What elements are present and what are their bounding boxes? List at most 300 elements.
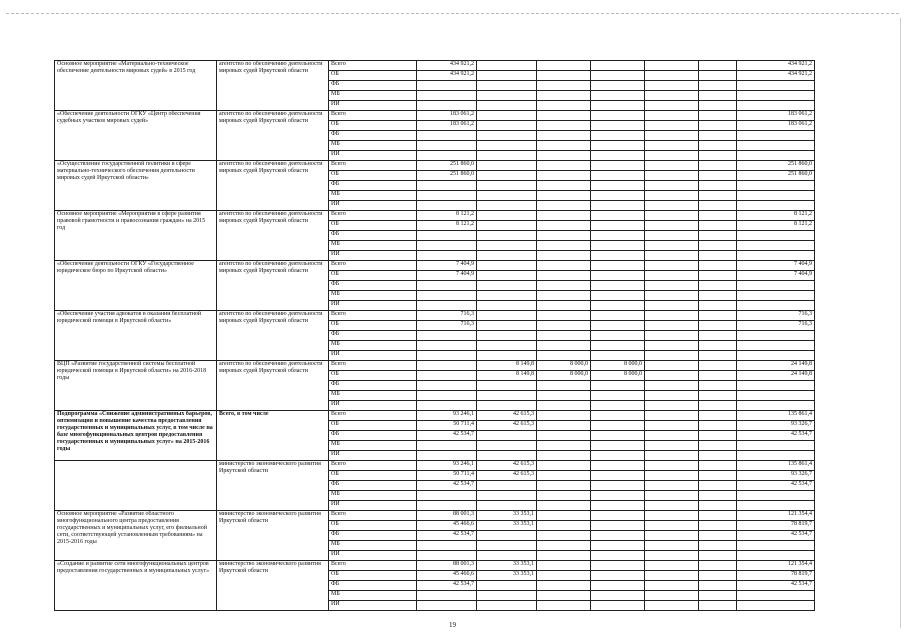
total-value-cell: 251 860,0	[737, 171, 815, 181]
total-value-cell	[737, 191, 815, 201]
amount-cell: 183 061,2	[417, 111, 477, 121]
amount-cell	[591, 391, 645, 401]
funding-source-cell: ФБ	[329, 531, 417, 541]
amount-cell	[537, 321, 591, 331]
amount-cell	[645, 221, 699, 231]
amount-cell	[591, 161, 645, 171]
amount-cell	[537, 261, 591, 271]
amount-cell: 716,3	[417, 311, 477, 321]
amount-cell	[645, 551, 699, 561]
amount-cell	[591, 421, 645, 431]
total-value-cell: 42 534,7	[737, 581, 815, 591]
amount-cell	[537, 451, 591, 461]
amount-cell	[699, 191, 737, 201]
amount-cell	[591, 261, 645, 271]
amount-cell	[645, 261, 699, 271]
total-value-cell	[737, 151, 815, 161]
executor-cell: министерство экономического развития Иркутской области	[217, 511, 329, 561]
amount-cell	[591, 111, 645, 121]
funding-source-cell: ОБ	[329, 221, 417, 231]
amount-cell	[417, 101, 477, 111]
total-value-cell: 716,3	[737, 321, 815, 331]
amount-cell	[645, 591, 699, 601]
amount-cell	[537, 521, 591, 531]
amount-cell: 45 466,6	[417, 521, 477, 531]
amount-cell	[477, 221, 537, 231]
amount-cell	[699, 411, 737, 421]
amount-cell	[645, 91, 699, 101]
activity-name-cell: «Обеспечение деятельности ОГКУ «Государственное юридическое бюро по Иркутской области»	[55, 261, 217, 311]
amount-cell	[477, 381, 537, 391]
amount-cell	[699, 361, 737, 371]
total-value-cell: 42 534,7	[737, 431, 815, 441]
amount-cell	[537, 421, 591, 431]
amount-cell: 42 615,3	[477, 421, 537, 431]
amount-cell	[591, 431, 645, 441]
total-value-cell: 135 861,4	[737, 461, 815, 471]
amount-cell	[477, 61, 537, 71]
amount-cell	[699, 351, 737, 361]
executor-cell: Всего, в том числе	[217, 411, 329, 461]
funding-source-cell: ФБ	[329, 281, 417, 291]
amount-cell	[537, 431, 591, 441]
amount-cell	[645, 401, 699, 411]
amount-cell	[537, 381, 591, 391]
activity-name-cell: «Обеспечение участия адвокатов в оказании бесплатной юридической помощи в Иркутской области»	[55, 311, 217, 361]
amount-cell	[699, 251, 737, 261]
amount-cell	[537, 281, 591, 291]
amount-cell	[699, 71, 737, 81]
amount-cell	[417, 371, 477, 381]
funding-source-cell: ОБ	[329, 421, 417, 431]
amount-cell	[699, 101, 737, 111]
activity-name-cell: ВЦП «Развитие государственной системы бесплатной юридической помощи в Иркутской области» на 2016-2018 годы	[55, 361, 217, 411]
amount-cell	[537, 141, 591, 151]
amount-cell	[477, 281, 537, 291]
funding-source-cell: ИИ	[329, 451, 417, 461]
amount-cell	[591, 551, 645, 561]
scan-artifact-top-line	[6, 13, 899, 14]
amount-cell	[477, 491, 537, 501]
total-value-cell	[737, 501, 815, 511]
amount-cell	[699, 201, 737, 211]
total-value-cell	[737, 91, 815, 101]
amount-cell	[591, 411, 645, 421]
amount-cell: 42 615,3	[477, 411, 537, 421]
amount-cell	[537, 121, 591, 131]
total-value-cell: 93 326,7	[737, 471, 815, 481]
amount-cell	[699, 341, 737, 351]
activity-name-cell: «Создание и развитие сети многофункциональных центров предоставления государственных и муниципальных услуг»	[55, 561, 217, 611]
executor-cell: агентство по обеспечению деятельности мировых судей Иркутской области	[217, 61, 329, 111]
amount-cell	[591, 491, 645, 501]
amount-cell	[477, 91, 537, 101]
amount-cell	[537, 411, 591, 421]
amount-cell	[699, 481, 737, 491]
total-value-cell: 24 149,8	[737, 371, 815, 381]
amount-cell	[591, 471, 645, 481]
amount-cell	[537, 511, 591, 521]
funding-source-cell: МБ	[329, 291, 417, 301]
amount-cell	[477, 211, 537, 221]
amount-cell	[477, 231, 537, 241]
total-value-cell: 434 921,2	[737, 71, 815, 81]
amount-cell	[645, 351, 699, 361]
funding-source-cell: ОБ	[329, 271, 417, 281]
amount-cell	[477, 171, 537, 181]
amount-cell: 716,3	[417, 321, 477, 331]
total-value-cell: 42 534,7	[737, 481, 815, 491]
table-row	[55, 211, 815, 221]
activity-name-cell: «Обеспечение деятельности ОГКУ «Центр обеспечения судебных участков мировых судей»	[55, 111, 217, 161]
funding-source-cell: ФБ	[329, 181, 417, 191]
amount-cell	[645, 451, 699, 461]
amount-cell	[477, 531, 537, 541]
amount-cell	[591, 531, 645, 541]
amount-cell	[417, 151, 477, 161]
total-value-cell: 7 404,9	[737, 261, 815, 271]
amount-cell	[591, 591, 645, 601]
funding-source-cell: ИИ	[329, 551, 417, 561]
amount-cell	[699, 141, 737, 151]
amount-cell	[477, 141, 537, 151]
amount-cell	[591, 151, 645, 161]
amount-cell	[645, 241, 699, 251]
amount-cell	[477, 191, 537, 201]
amount-cell	[477, 601, 537, 611]
amount-cell	[591, 521, 645, 531]
total-value-cell	[737, 391, 815, 401]
funding-source-cell: ОБ	[329, 371, 417, 381]
funding-source-cell: ИИ	[329, 151, 417, 161]
amount-cell: 251 860,0	[417, 161, 477, 171]
amount-cell	[417, 281, 477, 291]
amount-cell	[645, 331, 699, 341]
amount-cell: 33 353,1	[477, 521, 537, 531]
page-number: 19	[449, 621, 456, 629]
amount-cell	[537, 101, 591, 111]
amount-cell	[591, 81, 645, 91]
amount-cell: 434 921,2	[417, 71, 477, 81]
total-value-cell	[737, 301, 815, 311]
amount-cell	[591, 271, 645, 281]
amount-cell	[417, 291, 477, 301]
activity-name-cell: Подпрограмма «Снижение административных барьеров, оптимизация и повышение качества предоставления государственных и муниципальных услуг, в том числе на базе многофункциональных центров предоставления государственных и муниципальных услуг» на 2015-2016 годы	[55, 411, 217, 461]
amount-cell	[591, 141, 645, 151]
amount-cell	[645, 421, 699, 431]
amount-cell	[645, 81, 699, 91]
amount-cell	[477, 441, 537, 451]
amount-cell	[699, 131, 737, 141]
funding-source-cell: МБ	[329, 391, 417, 401]
amount-cell	[591, 581, 645, 591]
amount-cell	[591, 231, 645, 241]
amount-cell	[645, 291, 699, 301]
amount-cell	[477, 251, 537, 261]
amount-cell	[417, 301, 477, 311]
total-value-cell: 251 860,0	[737, 161, 815, 171]
funding-source-cell: Всего	[329, 511, 417, 521]
amount-cell	[537, 311, 591, 321]
amount-cell	[537, 441, 591, 451]
amount-cell: 7 404,9	[417, 261, 477, 271]
amount-cell	[537, 461, 591, 471]
total-value-cell	[737, 551, 815, 561]
amount-cell	[591, 251, 645, 261]
amount-cell	[477, 311, 537, 321]
amount-cell	[699, 581, 737, 591]
amount-cell	[591, 91, 645, 101]
amount-cell	[537, 571, 591, 581]
total-value-cell	[737, 441, 815, 451]
amount-cell	[591, 331, 645, 341]
amount-cell	[537, 291, 591, 301]
funding-source-cell: Всего	[329, 211, 417, 221]
total-value-cell	[737, 381, 815, 391]
total-value-cell: 78 819,7	[737, 571, 815, 581]
amount-cell	[477, 181, 537, 191]
funding-source-cell: МБ	[329, 341, 417, 351]
total-value-cell: 93 326,7	[737, 421, 815, 431]
activity-name-cell: Основное мероприятие «Мероприятия в сфере развития правовой грамотности и правосознания граждан» на 2015 год	[55, 211, 217, 261]
amount-cell	[699, 391, 737, 401]
amount-cell	[477, 241, 537, 251]
amount-cell	[699, 491, 737, 501]
amount-cell	[645, 121, 699, 131]
amount-cell	[537, 271, 591, 281]
amount-cell	[645, 181, 699, 191]
amount-cell	[645, 511, 699, 521]
funding-source-cell: ФБ	[329, 481, 417, 491]
amount-cell	[699, 571, 737, 581]
amount-cell	[417, 231, 477, 241]
amount-cell	[537, 111, 591, 121]
amount-cell	[477, 541, 537, 551]
amount-cell	[477, 391, 537, 401]
amount-cell	[537, 231, 591, 241]
amount-cell	[417, 591, 477, 601]
amount-cell: 88 001,3	[417, 511, 477, 521]
amount-cell	[699, 461, 737, 471]
total-value-cell	[737, 241, 815, 251]
table-row	[55, 161, 815, 171]
amount-cell: 45 466,6	[417, 571, 477, 581]
amount-cell	[477, 271, 537, 281]
amount-cell	[537, 171, 591, 181]
amount-cell	[537, 471, 591, 481]
amount-cell	[645, 251, 699, 261]
amount-cell: 50 711,4	[417, 421, 477, 431]
executor-cell: министерство экономического развития Иркутской области	[217, 461, 329, 511]
table-row	[55, 511, 815, 521]
amount-cell	[645, 141, 699, 151]
amount-cell	[699, 541, 737, 551]
total-value-cell	[737, 541, 815, 551]
amount-cell	[591, 281, 645, 291]
amount-cell	[477, 401, 537, 411]
amount-cell	[537, 351, 591, 361]
amount-cell: 33 353,1	[477, 571, 537, 581]
funding-source-cell: Всего	[329, 361, 417, 371]
amount-cell	[699, 291, 737, 301]
funding-source-cell: Всего	[329, 561, 417, 571]
amount-cell	[699, 81, 737, 91]
amount-cell	[537, 341, 591, 351]
funding-source-cell: МБ	[329, 591, 417, 601]
amount-cell	[591, 71, 645, 81]
amount-cell	[645, 171, 699, 181]
amount-cell	[699, 301, 737, 311]
funding-source-cell: ИИ	[329, 351, 417, 361]
amount-cell: 42 615,3	[477, 471, 537, 481]
amount-cell	[477, 131, 537, 141]
amount-cell	[645, 311, 699, 321]
executor-cell: агентство по обеспечению деятельности мировых судей Иркутской области	[217, 111, 329, 161]
amount-cell: 8 149,8	[477, 371, 537, 381]
funding-source-cell: ФБ	[329, 81, 417, 91]
amount-cell	[537, 551, 591, 561]
executor-cell: министерство экономического развития Иркутской области	[217, 561, 329, 611]
amount-cell	[645, 471, 699, 481]
amount-cell	[591, 101, 645, 111]
funding-source-cell: ИИ	[329, 501, 417, 511]
amount-cell	[417, 141, 477, 151]
total-value-cell	[737, 591, 815, 601]
amount-cell	[591, 191, 645, 201]
amount-cell	[537, 211, 591, 221]
funding-source-cell: МБ	[329, 491, 417, 501]
amount-cell	[417, 181, 477, 191]
table-row	[55, 111, 815, 121]
amount-cell: 93 246,1	[417, 411, 477, 421]
amount-cell	[645, 371, 699, 381]
amount-cell	[477, 341, 537, 351]
amount-cell	[477, 111, 537, 121]
total-value-cell	[737, 401, 815, 411]
amount-cell	[591, 561, 645, 571]
amount-cell	[417, 541, 477, 551]
funding-source-cell: ФБ	[329, 131, 417, 141]
amount-cell	[645, 101, 699, 111]
table-row	[55, 311, 815, 321]
funding-source-cell: ФБ	[329, 581, 417, 591]
amount-cell	[591, 131, 645, 141]
amount-cell	[699, 501, 737, 511]
funding-source-cell: МБ	[329, 141, 417, 151]
amount-cell	[477, 431, 537, 441]
amount-cell	[537, 591, 591, 601]
total-value-cell: 434 921,2	[737, 61, 815, 71]
executor-cell: агентство по обеспечению деятельности мировых судей Иркутской области	[217, 161, 329, 211]
amount-cell	[645, 601, 699, 611]
amount-cell	[537, 251, 591, 261]
amount-cell: 7 404,9	[417, 271, 477, 281]
amount-cell: 50 711,4	[417, 471, 477, 481]
amount-cell	[645, 71, 699, 81]
amount-cell	[645, 581, 699, 591]
amount-cell	[591, 171, 645, 181]
amount-cell	[417, 331, 477, 341]
amount-cell	[699, 591, 737, 601]
amount-cell	[417, 491, 477, 501]
amount-cell: 42 534,7	[417, 431, 477, 441]
amount-cell	[591, 451, 645, 461]
amount-cell	[645, 301, 699, 311]
table-row	[55, 411, 815, 421]
amount-cell	[477, 161, 537, 171]
amount-cell	[699, 471, 737, 481]
funding-source-cell: ИИ	[329, 601, 417, 611]
amount-cell	[477, 551, 537, 561]
total-value-cell	[737, 81, 815, 91]
amount-cell	[699, 601, 737, 611]
amount-cell	[645, 481, 699, 491]
amount-cell	[537, 581, 591, 591]
amount-cell	[645, 501, 699, 511]
funding-source-cell: ФБ	[329, 431, 417, 441]
total-value-cell: 135 861,4	[737, 411, 815, 421]
funding-source-cell: ИИ	[329, 401, 417, 411]
amount-cell	[645, 571, 699, 581]
amount-cell	[699, 421, 737, 431]
amount-cell	[477, 301, 537, 311]
amount-cell	[537, 221, 591, 231]
amount-cell	[537, 61, 591, 71]
funding-source-cell: Всего	[329, 161, 417, 171]
amount-cell	[645, 531, 699, 541]
amount-cell	[645, 431, 699, 441]
amount-cell	[591, 351, 645, 361]
amount-cell: 8 000,0	[537, 361, 591, 371]
amount-cell	[645, 281, 699, 291]
budget-table	[54, 60, 815, 611]
total-value-cell	[737, 491, 815, 501]
amount-cell: 8 000,0	[591, 361, 645, 371]
amount-cell	[417, 81, 477, 91]
amount-cell	[699, 431, 737, 441]
amount-cell	[699, 551, 737, 561]
amount-cell	[537, 301, 591, 311]
amount-cell	[645, 231, 699, 241]
total-value-cell	[737, 141, 815, 151]
amount-cell	[537, 401, 591, 411]
amount-cell	[699, 61, 737, 71]
total-value-cell	[737, 341, 815, 351]
amount-cell	[417, 351, 477, 361]
amount-cell	[477, 291, 537, 301]
amount-cell: 42 534,7	[417, 531, 477, 541]
funding-source-cell: ОБ	[329, 321, 417, 331]
funding-source-cell: ОБ	[329, 571, 417, 581]
amount-cell	[645, 361, 699, 371]
funding-source-cell: ОБ	[329, 471, 417, 481]
funding-source-cell: МБ	[329, 241, 417, 251]
amount-cell	[699, 511, 737, 521]
amount-cell: 88 001,3	[417, 561, 477, 571]
activity-name-cell: Основное мероприятие «Материально-техническое обеспечение деятельности мировых судей» в 2015 год	[55, 61, 217, 111]
amount-cell	[591, 541, 645, 551]
amount-cell: 42 615,3	[477, 461, 537, 471]
amount-cell	[645, 151, 699, 161]
total-value-cell	[737, 101, 815, 111]
amount-cell	[699, 181, 737, 191]
amount-cell: 42 534,7	[417, 481, 477, 491]
funding-source-cell: ОБ	[329, 121, 417, 131]
amount-cell: 434 921,2	[417, 61, 477, 71]
total-value-cell	[737, 131, 815, 141]
scan-artifact-right-edge	[900, 18, 901, 628]
amount-cell	[699, 121, 737, 131]
